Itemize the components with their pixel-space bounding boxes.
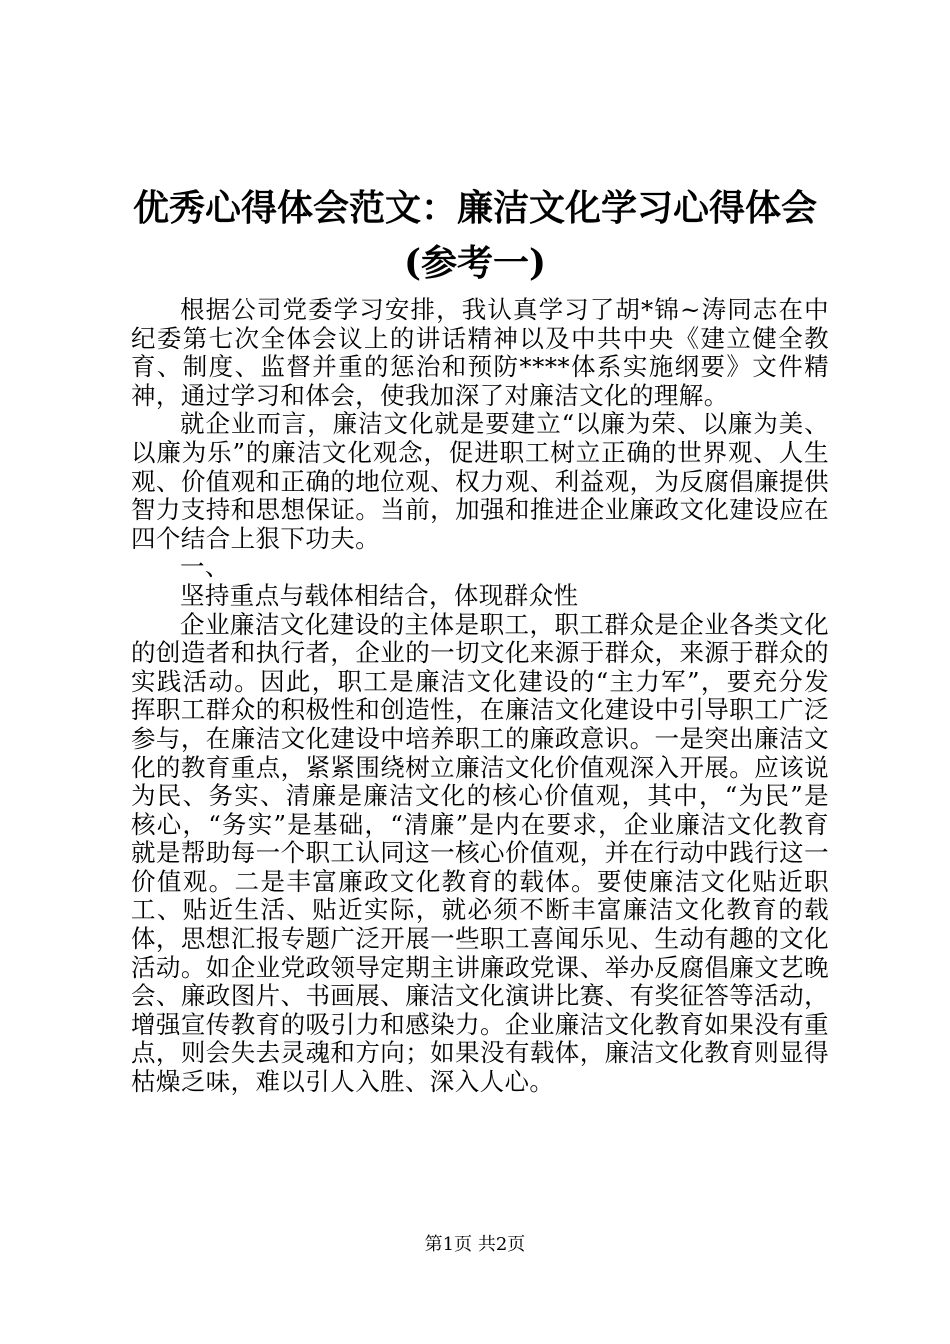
page-footer: 第1页 共2页 <box>424 1234 526 1255</box>
paragraph-section-body: 企业廉洁文化建设的主体是职工，职工群众是企业各类文化的创造者和执行者，企业的一切文化来源于群众，来源于群众的实践活动。因此，职工是廉洁文化建设的“主力军”，要充分发挥职工群众的积极性和创造性，在廉洁文化建设中引导职工广泛参与，在廉洁文化建设中培养职工的廉政意识。一是突出廉洁文化的教育重点，紧紧围绕树立廉洁文化价值观深入开展。应该说为民、务实、清廉是廉洁文化的核心价值观，其中，“为民”是核心，“务实”是基础，“清廉”是内在要求，企业廉洁文化教育就是帮助每一个职工认同这一核心价值观，并在行动中践行这一价值观。二是丰富廉政文化教育的载体。要使廉洁文化贴近职工、贴近生活、贴近实际，就必须不断丰富廉洁文化教育的载体，思想汇报专题广泛开展一些职工喜闻乐见、生动有趣的文化活动。如企业党政领导定期主讲廉政党课、举办反腐倡廉文艺晚会、廉政图片、书画展、廉洁文化演讲比赛、有奖征答等活动，增强宣传教育的吸引力和感染力。企业廉洁文化教育如果没有重点，则会失去灵魂和方向；如果没有载体，廉洁文化教育则显得枯燥乏味，难以引人入胜、深入人心。 <box>131 609 829 1097</box>
section-number: 一、 <box>180 552 230 582</box>
section-heading: 坚持重点与载体相结合，体现群众性 <box>180 580 579 610</box>
document-title: 优秀心得体会范文：廉洁文化学习心得体会 <box>132 187 817 229</box>
paragraph-intro: 根据公司党委学习安排，我认真学习了胡*锦~涛同志在中纪委第七次全体会议上的讲话精神以及中共中央《建立健全教育、制度、监督并重的惩治和预防****体系实施纲要》文件精神，通过学习和体会，使我加深了对廉洁文化的理解。 <box>131 295 829 410</box>
paragraph-enterprise: 就企业而言，廉洁文化就是要建立“以廉为荣、以廉为美、以廉为乐”的廉洁文化观念，促进职工树立正确的世界观、人生观、价值观和正确的地位观、权力观、利益观，为反腐倡廉提供智力支持和思想保证。当前，加强和推进企业廉政文化建设应在四个结合上狠下功夫。 <box>131 409 829 553</box>
document-body <box>131 296 829 1097</box>
document-subtitle: (参考一) <box>403 242 547 284</box>
